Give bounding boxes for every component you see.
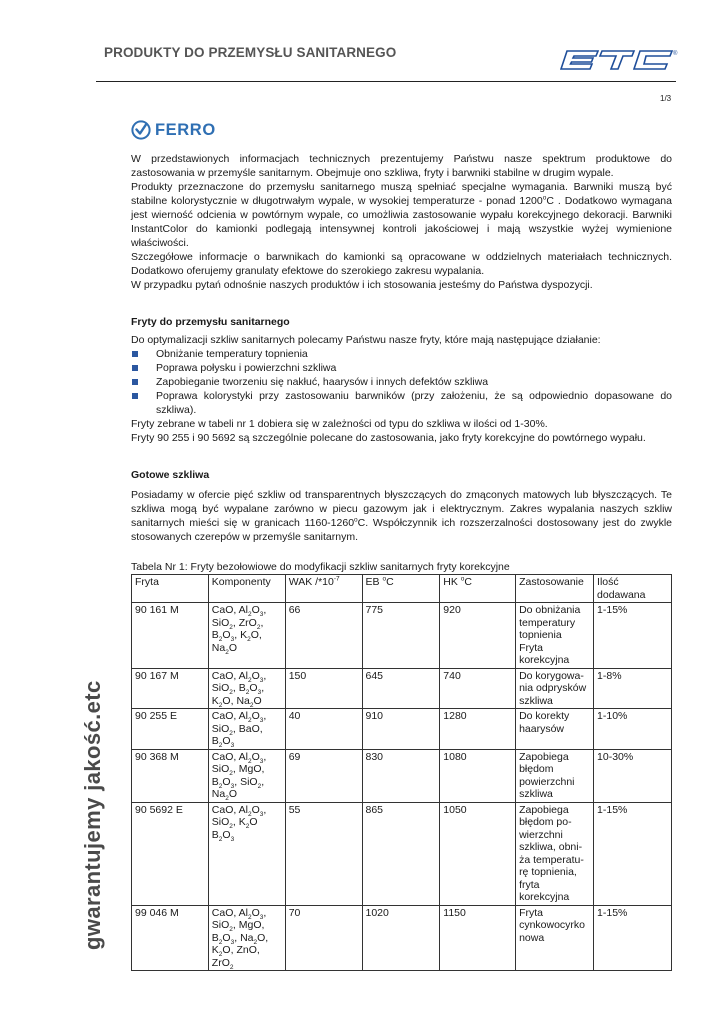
- document-title: PRODUKTY DO PRZEMYSŁU SANITARNEGO: [104, 45, 397, 60]
- bullet-square-icon: [132, 351, 138, 357]
- header-rule: [96, 81, 676, 82]
- komponenty-cell: CaO, $Al_2O_3$, SiO$_2$, ZrO$_2$, $B_2O_3$, $K_2O$, $Na_2O$: [208, 603, 285, 669]
- table-row: 99 046 M CaO, $Al_2O_3$, SiO$_2$, MgO, $B_2O_3$, $Na_2O$, $K_2O$, ZnO, ZrO$_2$ 70 1020 1150 Fryta cynkowocyrko nowa 1-15%: [132, 905, 672, 971]
- table-row: 90 5692 E CaO, $Al_2O_3$, SiO$_2$, $K_2O$ $B_2O_3$ 55 865 1050 Zapobiega błędom po- wierzchni szkliwa, obni- ża temperatu- rę topnienia, fryta korekcyjna 1-15%: [132, 802, 672, 905]
- table-header-row: [132, 575, 672, 603]
- frits-note-1: Fryty zebrane w tabeli nr 1 dobiera się w zależności od typu do szkliwa w ilości od 1-30%.: [131, 418, 548, 430]
- komponenty-cell: CaO, $Al_2O_3$, SiO$_2$, $B_2O_3$, $K_2O$, $Na_2O$: [208, 668, 285, 709]
- table-row: 90 167 M CaO, $Al_2O_3$, SiO$_2$, $B_2O_3$, $K_2O$, $Na_2O$ 150 645 740 Do korygowa- nia odprysków szkliwa 1-8%: [132, 668, 672, 709]
- frits-table: [131, 574, 672, 971]
- ferro-wordmark: FERRO: [155, 120, 216, 139]
- header-wak: WAK $/*10^{-7}$: [285, 575, 362, 603]
- intro-paragraph-1: W przedstawionych informacjach technicznych prezentujemy Państwu nasze spektrum produktowe do zastosowania w przemyśle sanitarnym. Obejmuje ono szkliwa, fryty i barwniki stabilne w drugim wypale.: [131, 153, 672, 179]
- bullet-square-icon: [132, 365, 138, 371]
- komponenty-cell: CaO, $Al_2O_3$, SiO$_2$, $K_2O$ $B_2O_3$: [208, 802, 285, 905]
- header-zastosowanie: Zastosowanie: [516, 575, 594, 603]
- komponenty-cell: CaO, $Al_2O_3$, SiO$_2$, MgO, $B_2O_3$, SiO$_2$, $Na_2O$: [208, 749, 285, 802]
- ferro-logo: [131, 119, 216, 141]
- ferro-check-icon: [131, 120, 151, 140]
- header-fryta: Fryta: [132, 575, 209, 603]
- side-slogan: gwarantujemy jakość.etc: [80, 680, 105, 950]
- glazes-heading: Gotowe szkliwa: [131, 469, 210, 481]
- intro-paragraph-3: Szczegółowe informacje o barwnikach do kamionki są opracowane w oddzielnych materiałach technicznych. Dodatkowo oferujemy granulaty efektowe do szerokiego zakresu wypalania.: [131, 251, 672, 277]
- frits-benefits-list: [131, 347, 672, 417]
- list-item: Zapobieganie tworzeniu się nakłuć, haarysów i innych defektów szkliwa: [131, 375, 672, 389]
- page-number: 1/3: [660, 94, 672, 103]
- list-item: Poprawa kolorystyki przy zastosowaniu barwników (przy założeniu, że są odpowiednio dopasowane do szkliwa).: [131, 389, 672, 417]
- header-hk: HK $^o$C: [440, 575, 516, 603]
- table-row: 90 161 M CaO, $Al_2O_3$, SiO$_2$, ZrO$_2$, $B_2O_3$, $K_2O$, $Na_2O$ 66 775 920 Do obniżania temperatury topnienia Fryta korekcyjna 1-15%: [132, 603, 672, 669]
- frits-heading: Fryty do przemysłu sanitarnego: [131, 316, 290, 328]
- list-item: Poprawa połysku i powierzchni szkliwa: [131, 361, 672, 375]
- registered-mark: ®: [673, 51, 678, 57]
- header-komponenty: Komponenty: [208, 575, 285, 603]
- list-item: Obniżanie temperatury topnienia: [131, 347, 672, 361]
- table-row: 90 368 M CaO, $Al_2O_3$, SiO$_2$, MgO, $B_2O_3$, SiO$_2$, $Na_2O$ 69 830 1080 Zapobiega błędom powierzchni szkliwa 10-30%: [132, 749, 672, 802]
- table-caption: Tabela Nr 1: Fryty bezołowiowe do modyfikacji szkliw sanitarnych fryty korekcyjne: [131, 561, 510, 573]
- header-eb: EB $^o$C: [362, 575, 440, 603]
- komponenty-cell: CaO, $Al_2O_3$, SiO$_2$, BaO, $B_2O_3$: [208, 709, 285, 750]
- intro-paragraph-4: W przypadku pytań odnośnie naszych produktów i ich stosowania jesteśmy do Państwa dyspozycji.: [131, 279, 593, 291]
- etc-logo: [560, 48, 678, 72]
- main-content: [131, 152, 672, 971]
- frits-lead: Do optymalizacji szkliw sanitarnych polecamy Państwu nasze fryty, które mają następujące działanie:: [131, 334, 601, 346]
- bullet-square-icon: [132, 379, 138, 385]
- intro-paragraph-2: Produkty przeznaczone do przemysłu sanitarnego muszą spełniać specjalne wymagania. Barwniki muszą być stabilne kolorystycznie w długotrwałym wypale, w wysokiej temperaturze - ponad 1200$^o$C . Dodatkowo wymagana jest wierność odcienia w powtórnym wypale, co umożliwia zastosowanie wypału korekcyjnego dekoracji. Barwniki InstantColor do kamionki podlegają intensywnej kontroli jakościowej i mają wszystkie wyżej wymienione właściwości.: [131, 181, 672, 249]
- bullet-square-icon: [132, 393, 138, 399]
- glazes-paragraph: Posiadamy w ofercie pięć szkliw od transparentnych błyszczących do zmąconych matowych lub błyszczących. Te szkliwa mogą być wypalane zarówno w piecu gazowym jak i elektrycznym. Zakres wypalania naszych szkliw sanitarnych mieści się w granicach 1160-1260$^o$C. Współczynnik ich rozszerzalności dostosowany jest do zwykle stosowanych czerepów w przemyśle sanitarnym.: [131, 489, 672, 543]
- komponenty-cell: CaO, $Al_2O_3$, SiO$_2$, MgO, $B_2O_3$, $Na_2O$, $K_2O$, ZnO, ZrO$_2$: [208, 905, 285, 971]
- frits-note-2: Fryty 90 255 i 90 5692 są szczególnie polecane do zastosowania, jako fryty korekcyjne do powtórnego wypału.: [131, 432, 646, 444]
- header-ilosc: Ilość dodawana: [594, 575, 672, 603]
- table-row: 90 255 E CaO, $Al_2O_3$, SiO$_2$, BaO, $B_2O_3$ 40 910 1280 Do korekty haarysów 1-10%: [132, 709, 672, 750]
